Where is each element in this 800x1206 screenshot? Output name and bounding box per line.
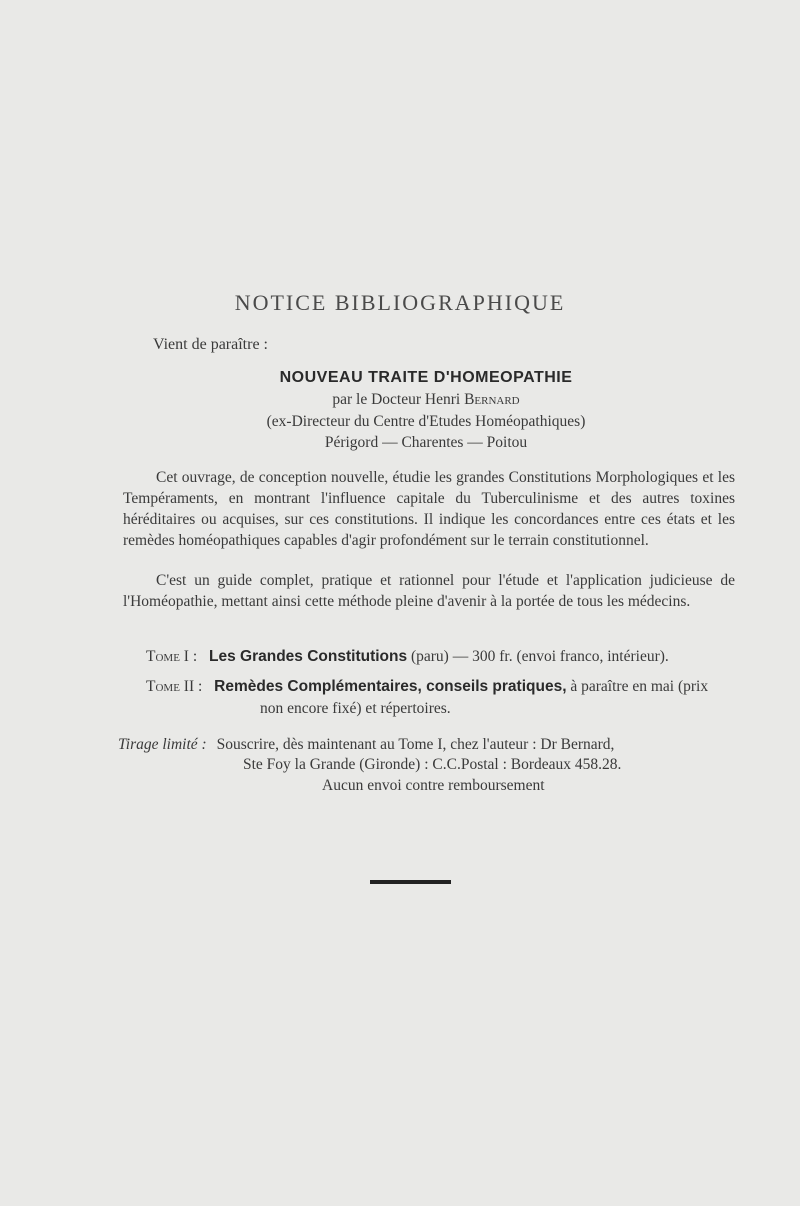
tome-2-details: à paraître en mai (prix — [570, 678, 709, 695]
author-role: (ex-Directeur du Centre d'Etudes Homéopathiques) — [266, 413, 586, 430]
tome-1-details: (paru) — 300 fr. (envoi franco, intérieur). — [410, 648, 669, 665]
description-paragraph: Cet ouvrage, de conception nouvelle, étudie les grandes Constitutions Morphologiques et les Tempéraments, en montrant l'influence capitale du Tuberculinisme et des autres toxines héréditaires ou acquises, sur ces constitutions. Il indique les concordances entre ces états et les remèdes homéopathiques capables d'agir profondément sur le terrain constitutionnel. — [123, 469, 735, 549]
tirage-line-3: Aucun envoi contre remboursement — [322, 777, 545, 794]
tirage-label: Tirage limité : — [118, 736, 207, 753]
tirage-line-2: Ste Foy la Grande (Gironde) : C.C.Postal : Bordeaux 458.28. — [243, 756, 622, 773]
book-title: NOUVEAU TRAITE D'HOMEOPATHIE — [279, 369, 573, 386]
intro-text: Vient de paraître : — [153, 336, 268, 353]
tome-1-label: Tome I : — [146, 648, 198, 665]
author-name: Bernard — [464, 391, 520, 408]
tirage-line-1 — [118, 734, 758, 756]
tirage-text-1: Souscrire, dès maintenant au Tome I, chez l'auteur : Dr Bernard, — [216, 736, 615, 753]
guide-paragraph: C'est un guide complet, pratique et rationnel pour l'étude et l'application judicieuse de l'Homéopathie, mettant ainsi cette méthode pleine d'avenir à la portée de tous les médecins. — [123, 572, 735, 610]
notice-title: NOTICE BIBLIOGRAPHIQUE — [234, 290, 566, 315]
tome-2-details-continued: non encore fixé) et répertoires. — [260, 700, 451, 717]
tome-2-title: Remèdes Complémentaires, conseils pratiques, — [214, 678, 567, 695]
tome-2-line — [146, 676, 746, 698]
tome-2-label: Tome II : — [146, 678, 203, 695]
author-line — [0, 391, 800, 409]
tome-1-line — [146, 646, 746, 668]
decorative-rule — [370, 880, 451, 884]
author-prefix: par le Docteur Henri — [332, 391, 461, 408]
regions-line: Périgord — Charentes — Poitou — [324, 434, 528, 451]
tome-1-title: Les Grandes Constitutions — [209, 648, 408, 665]
